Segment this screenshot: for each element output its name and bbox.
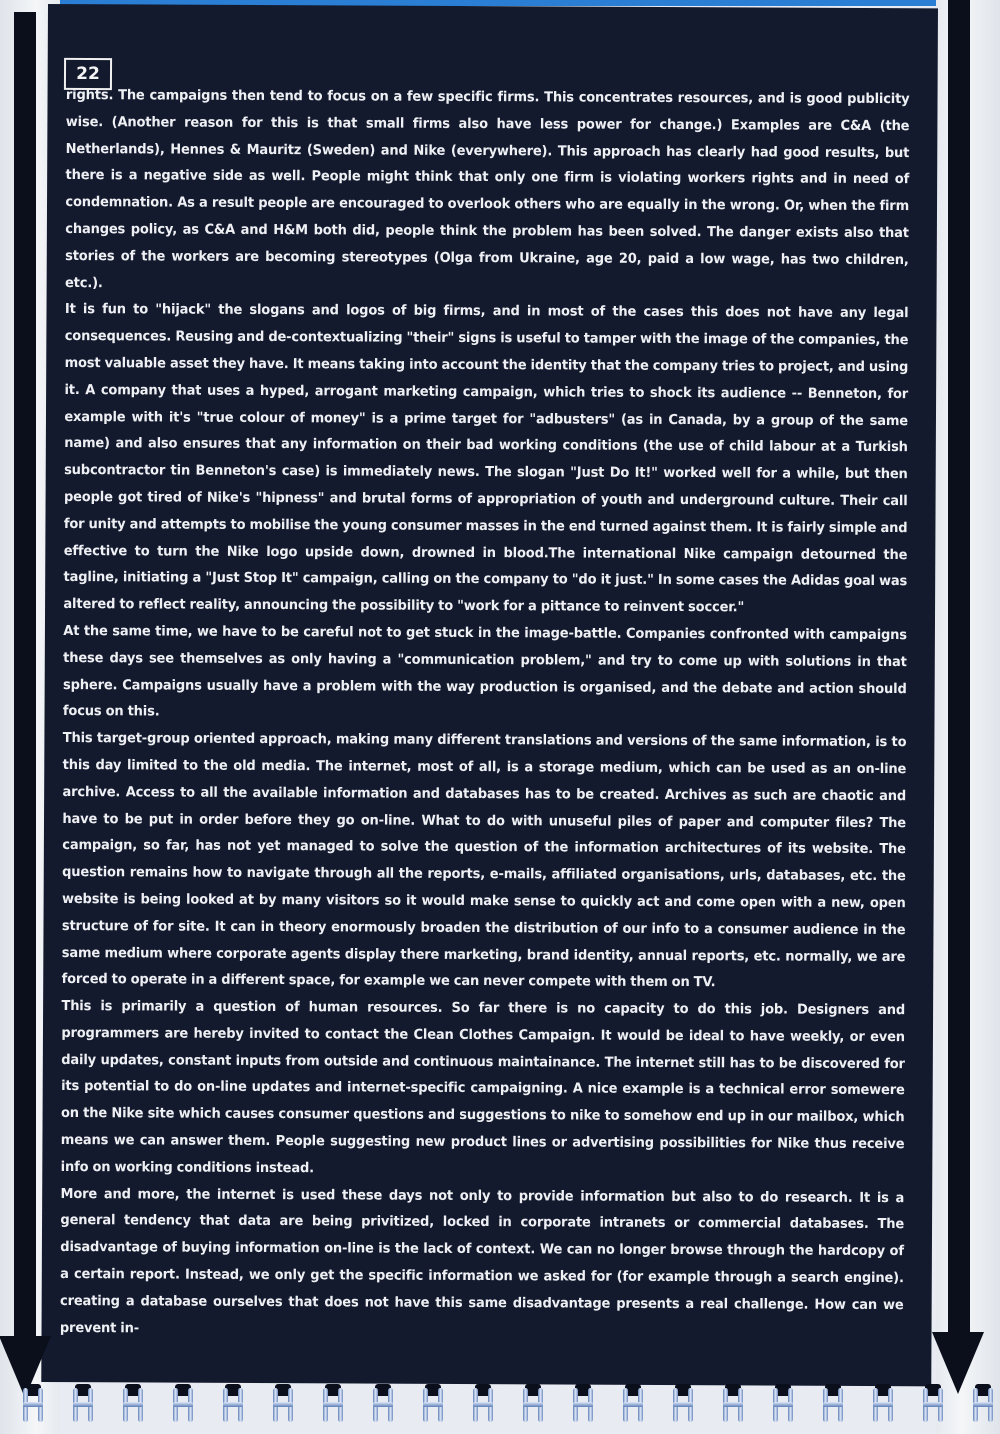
spiral-ring-icon bbox=[720, 1384, 746, 1424]
right-arrow-shaft bbox=[948, 0, 970, 1340]
spiral-ring-icon bbox=[620, 1384, 646, 1424]
spiral-ring-icon bbox=[970, 1384, 996, 1424]
spiral-ring-icon bbox=[820, 1384, 846, 1424]
spiral-ring-icon bbox=[170, 1384, 196, 1424]
spiral-ring-icon bbox=[220, 1384, 246, 1424]
spiral-ring-icon bbox=[570, 1384, 596, 1424]
paragraph: This is primarily a question of human resources. So far there is no capacity to do this job. Designers and programmers are hereby invited to contact the Clean Clothes Campaign. It would be ideal to have weekly, or even daily updates, constant inputs from outside and continuous maintainance. The internet still has to be discovered for its potential to do on-line updates and internet-specific campaigning. A nice example is a technical error somewere on the Nike site which causes consumer questions and suggestions to nike to somehow end up in our mailbox, which means we can answer them. People suggesting new product lines or advertising possibilities for Nike thus receive info on working conditions instead. bbox=[60, 998, 906, 1177]
body-text bbox=[60, 82, 910, 1346]
paragraph: rights. The campaigns then tend to focus on a few specific firms. This concentrates resources, and is good publicity wise. (Another reason for this is that small firms also have less power for change.) Examples are C&A (the Netherlands), Hennes & Mauritz (Sweden) and Nike (everywhere). This approach has clearly had good results, but there is a negative side as well. People might think that only one firm is violating workers rights and in need of condemnation. As a result people are encouraged to overlook others who are equally in the wrong. Or, when the firm changes policy, as C&A and H&M both did, people think the problem has been solved. The danger exists also that stories of the workers are becoming stereotypes (Olga from Ukraine, age 20, paid a low wage, has two children, etc.). bbox=[64, 86, 910, 291]
spiral-ring-icon bbox=[120, 1384, 146, 1424]
paragraph: More and more, the internet is used these days not only to provide information but also to do research. It is a general tendency that data are being privitized, locked in corporate intranets or commercial databases. The disadvantage of buying information on-line is the lack of context. We can no longer browse through the hardcopy of a certain report. Instead, we only get the specific information we asked for (for example through a search engine). creating a database ourselves that does not have this same disadvantage presents a real challenge. How can we prevent in- bbox=[59, 1185, 905, 1337]
left-arrow-shaft bbox=[14, 12, 36, 1342]
spiral-ring-icon bbox=[370, 1384, 396, 1424]
paragraph: At the same time, we have to be careful not to get stuck in the image-battle. Companies confronted with campaigns these days see themselves as only having a "communication problem," and try to come up with solutions in that sphere. Campaigns usually have a problem with the way production is organised, and the debate and action should focus on this. bbox=[62, 622, 907, 720]
spiral-ring-icon bbox=[270, 1384, 296, 1424]
spiral-binding bbox=[0, 1378, 1000, 1434]
spiral-ring-icon bbox=[420, 1384, 446, 1424]
spiral-ring-icon bbox=[70, 1384, 96, 1424]
spiral-ring-icon bbox=[920, 1384, 946, 1424]
spiral-ring-icon bbox=[320, 1384, 346, 1424]
spiral-ring-icon bbox=[20, 1384, 46, 1424]
spiral-ring-icon bbox=[520, 1384, 546, 1424]
paragraph: This target-group oriented approach, making many different translations and versions of the same information, is to this day limited to the old media. The internet, most of all, is a storage medium, which can be used as an on-line archive. Access to all the available information and databases has to be created. Archives as such are chaotic and have to be put in order before they go on-line. What to do with unuseful piles of paper and computer files? The campaign, so far, has not yet managed to solve the question of the information architectures of its website. The question remains how to navigate through all the reports, e-mails, affiliated organisations, urls, databases, etc. the website is being looked at by many visitors so it would make sense to quickly act and come open with a new, open structure of for site. It can in theory enormously broaden the distribution of our info to a consumer audience in the same medium where corporate agents display there marketing, brand identity, annual reports, etc. normally, we are forced to operate in a different space, for example we can never compete with them on TV. bbox=[61, 730, 907, 991]
spiral-ring-icon bbox=[670, 1384, 696, 1424]
spiral-ring-icon bbox=[770, 1384, 796, 1424]
paragraph: It is fun to "hijack" the slogans and logos of big firms, and in most of the cases this does not have any legal consequences. Reusing and de-contextualizing "their" signs is useful to tamper with the image of the companies, the most valuable asset they have. It means taking into account the identity that the company tries to project, and using it. A company that uses a hyped, arrogant marketing campaign, which tries to shock its audience -- Benneton, for example with it's "true colour of money" is a prime target for "adbusters" (as in Canada, by a group of the same name) and also ensures that any information on their bad working conditions (the use of child labour at a Turkish subcontractor tin Benneton's case) is immediately news. The slogan "Just Do It!" worked well for a while, but then people got tired of Nike's "hipness" and brutal forms of appropriation of youth and underground culture. Their call for unity and attempts to mobilise the young consumer masses in the end turned against them. It is fairly simple and effective to turn the Nike logo upside down, drowned in blood.The international Nike campaign detourned the tagline, initiating a "Just Stop It" campaign, calling on the company to "do it just." In some cases the Adidas goal was altered to reflect reality, announcing the possibility to "work for a pittance to reinvent soccer." bbox=[63, 301, 909, 616]
spiral-ring-icon bbox=[470, 1384, 496, 1424]
page-number: 22 bbox=[64, 58, 112, 90]
spiral-ring-icon bbox=[870, 1384, 896, 1424]
